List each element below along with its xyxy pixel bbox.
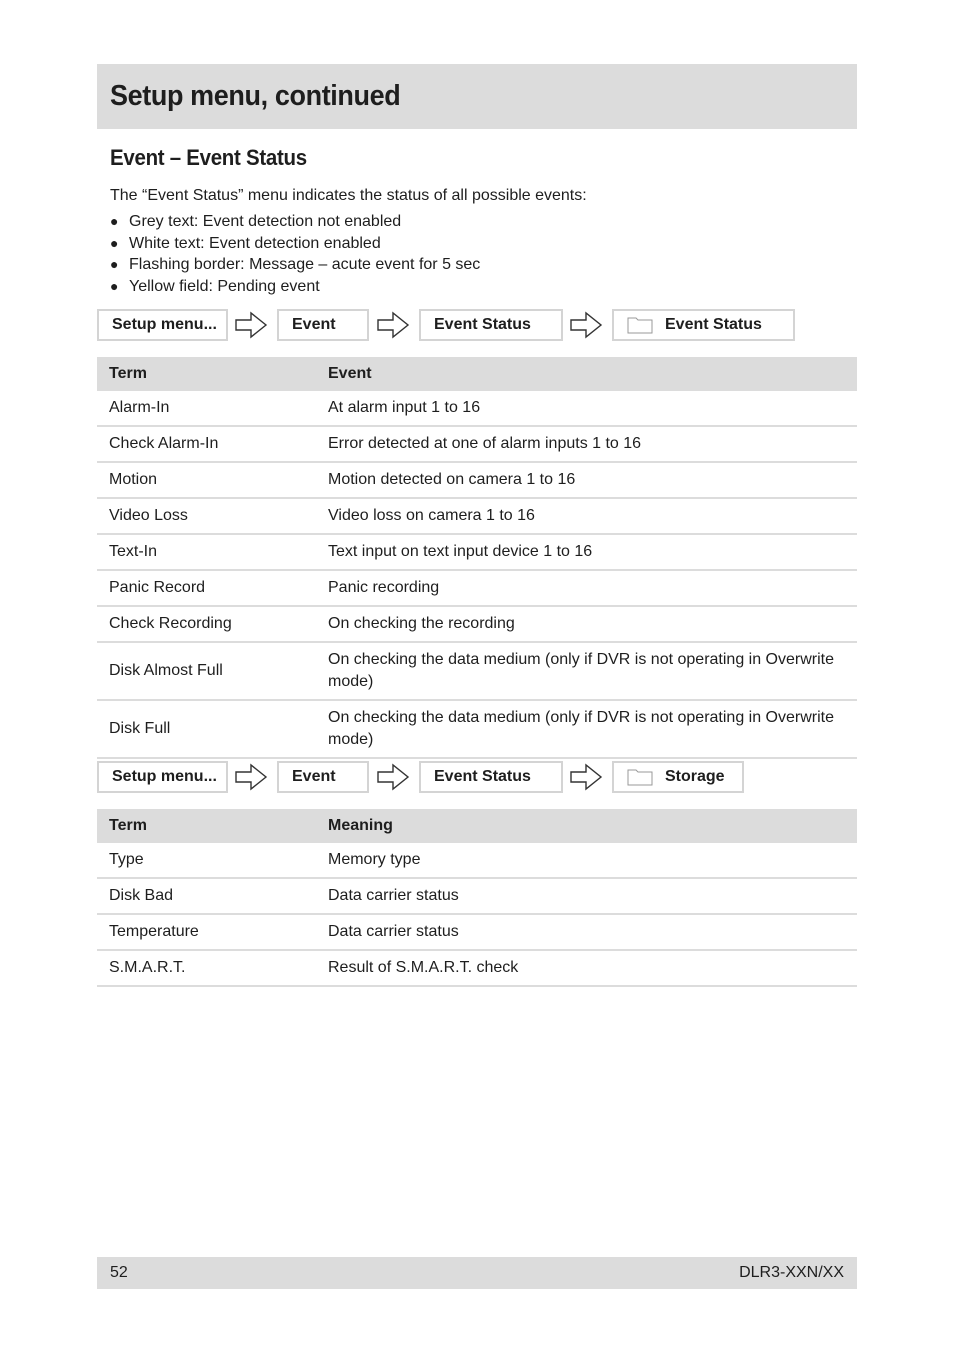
arrow-right-icon xyxy=(234,763,268,791)
crumb-setup-menu xyxy=(97,761,228,793)
table-row xyxy=(97,606,857,642)
bullet-dot-icon: ● xyxy=(110,234,119,251)
column-header: Meaning xyxy=(316,809,857,843)
table-row xyxy=(97,534,857,570)
table-header-row xyxy=(97,809,857,843)
bullet-text: Grey text: Event detection not enabled xyxy=(129,213,402,230)
event-cell: On checking the recording xyxy=(316,606,857,642)
bullet-text: Yellow field: Pending event xyxy=(129,278,320,296)
bullet-text: White text: Event detection enabled xyxy=(129,234,381,252)
page-title: Setup menu, continued xyxy=(110,80,401,112)
term-cell: Check Alarm-In xyxy=(97,426,316,462)
meaning-cell: Result of S.M.A.R.T. check xyxy=(316,950,857,986)
title-bar xyxy=(97,64,857,129)
crumb-setup-menu xyxy=(97,309,228,341)
crumb-label: Event Status xyxy=(434,768,531,785)
crumb-label: Event xyxy=(292,768,336,785)
bullet-item xyxy=(110,254,480,276)
table-row xyxy=(97,914,857,950)
crumb-event-status-folder xyxy=(612,309,795,341)
table-row xyxy=(97,570,857,606)
table-row xyxy=(97,700,857,758)
crumb-label: Event xyxy=(292,316,336,333)
table-row xyxy=(97,391,857,426)
bullet-dot-icon: ● xyxy=(110,256,119,273)
table-row xyxy=(97,878,857,914)
table-row xyxy=(97,426,857,462)
event-cell: On checking the data medium (only if DVR is not operating in Overwrite mode) xyxy=(316,700,857,758)
page-footer xyxy=(97,1257,857,1289)
term-cell: Alarm-In xyxy=(97,391,316,426)
arrow-right-icon xyxy=(376,311,410,339)
term-cell: Disk Bad xyxy=(97,878,316,914)
table-row xyxy=(97,642,857,700)
crumb-label: Event Status xyxy=(434,316,531,333)
term-cell: Type xyxy=(97,843,316,878)
bullet-dot-icon: ● xyxy=(110,278,119,295)
term-cell: Temperature xyxy=(97,914,316,950)
table-header-row xyxy=(97,357,857,391)
folder-icon xyxy=(627,316,653,334)
crumb-storage-folder xyxy=(612,761,744,793)
table-row xyxy=(97,498,857,534)
folder-icon xyxy=(627,768,653,786)
storage-table xyxy=(97,809,857,987)
event-cell: Motion detected on camera 1 to 16 xyxy=(316,462,857,498)
intro-text: The “Event Status” menu indicates the status of all possible events: xyxy=(110,187,587,204)
model-number: DLR3-XXN/XX xyxy=(739,1264,844,1281)
meaning-cell: Data carrier status xyxy=(316,878,857,914)
arrow-right-icon xyxy=(569,311,603,339)
event-cell: Video loss on camera 1 to 16 xyxy=(316,498,857,534)
event-cell: On checking the data medium (only if DVR is not operating in Overwrite mode) xyxy=(316,642,857,700)
table-row xyxy=(97,950,857,986)
meaning-cell: Memory type xyxy=(316,843,857,878)
crumb-label: Setup menu... xyxy=(112,768,217,785)
column-header: Term xyxy=(97,357,316,391)
term-cell: Motion xyxy=(97,462,316,498)
arrow-right-icon xyxy=(234,311,268,339)
bullet-item xyxy=(110,211,480,233)
crumb-event xyxy=(277,309,369,341)
crumb-label: Setup menu... xyxy=(112,316,217,333)
bullet-item xyxy=(110,233,480,255)
crumb-event-status xyxy=(419,761,563,793)
bullet-dot-icon: ● xyxy=(110,213,119,229)
event-cell: Error detected at one of alarm inputs 1 to 16 xyxy=(316,426,857,462)
section-title: Event – Event Status xyxy=(110,145,307,170)
page-number: 52 xyxy=(110,1264,128,1281)
term-cell: Panic Record xyxy=(97,570,316,606)
bullet-list xyxy=(110,211,480,298)
arrow-right-icon xyxy=(569,763,603,791)
term-cell: Check Recording xyxy=(97,606,316,642)
term-cell: Disk Almost Full xyxy=(97,642,316,700)
crumb-event xyxy=(277,761,369,793)
column-header: Term xyxy=(97,809,316,843)
term-cell: Text-In xyxy=(97,534,316,570)
event-cell: At alarm input 1 to 16 xyxy=(316,391,857,426)
meaning-cell: Data carrier status xyxy=(316,914,857,950)
event-table xyxy=(97,357,857,759)
term-cell: Disk Full xyxy=(97,700,316,758)
event-cell: Text input on text input device 1 to 16 xyxy=(316,534,857,570)
table-row xyxy=(97,843,857,878)
crumb-label: Storage xyxy=(665,768,725,785)
term-cell: Video Loss xyxy=(97,498,316,534)
crumb-event-status xyxy=(419,309,563,341)
term-cell: S.M.A.R.T. xyxy=(97,950,316,986)
crumb-label: Event Status xyxy=(665,316,762,333)
arrow-right-icon xyxy=(376,763,410,791)
bullet-item xyxy=(110,276,480,298)
column-header: Event xyxy=(316,357,857,391)
table-row xyxy=(97,462,857,498)
event-cell: Panic recording xyxy=(316,570,857,606)
bullet-text: Flashing border: Message – acute event for 5 sec xyxy=(129,256,481,274)
